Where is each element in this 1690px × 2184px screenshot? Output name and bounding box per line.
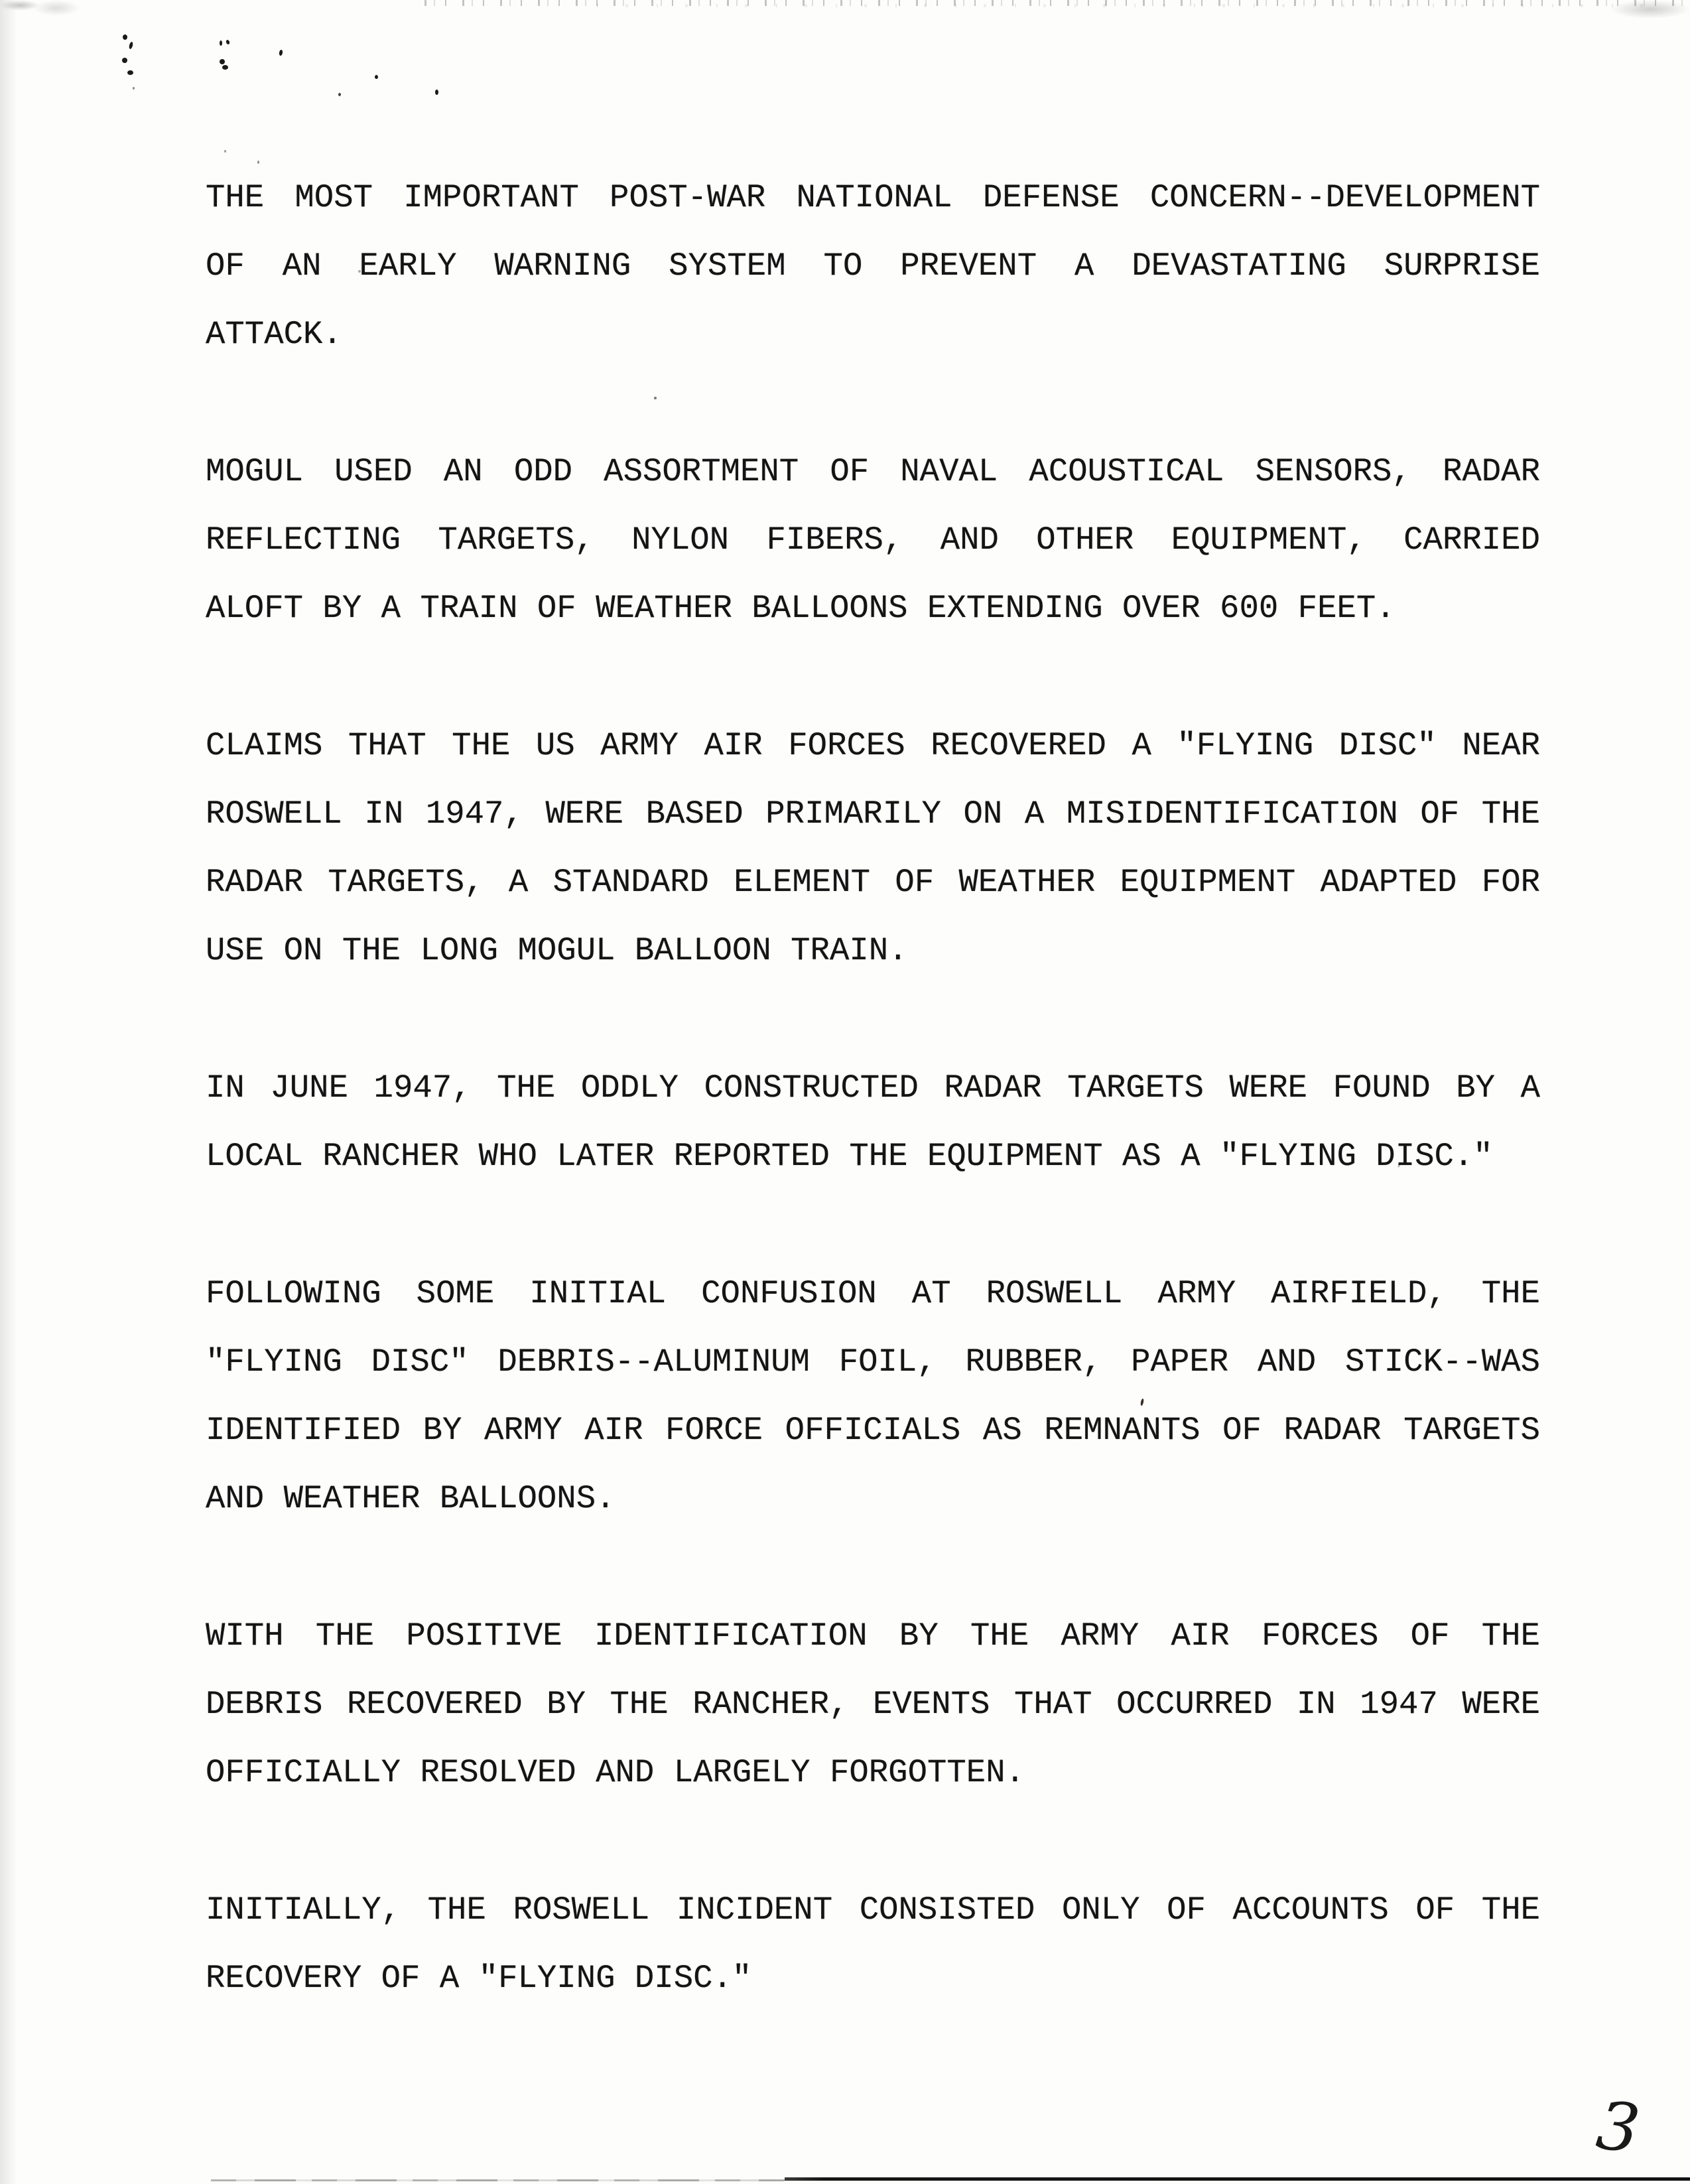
scan-speck [224, 150, 226, 153]
text-line: AND WEATHER BALLOONS. [206, 1480, 616, 1517]
scan-speck [123, 34, 127, 40]
document-text [206, 164, 1540, 2082]
paragraph [206, 1260, 1540, 1533]
text-line: REFLECTING TARGETS, NYLON FIBERS, AND OTHER EQUIPMENT, CARRIED [206, 521, 1540, 559]
scan-speck [279, 50, 283, 56]
scan-edge-line [785, 2177, 1690, 2181]
paragraph [206, 1876, 1540, 2013]
text-line: CLAIMS THAT THE US ARMY AIR FORCES RECOVERED A "FLYING DISC" NEAR [206, 727, 1540, 764]
paragraph [206, 438, 1540, 643]
text-line: USE ON THE LONG MOGUL BALLOON TRAIN. [206, 932, 908, 969]
text-line: INITIALLY, THE ROSWELL INCIDENT CONSISTED ONLY OF ACCOUNTS OF THE [206, 1891, 1540, 1929]
scan-speck [226, 39, 230, 44]
scan-speck [435, 90, 438, 95]
text-line: DEBRIS RECOVERED BY THE RANCHER, EVENTS THAT OCCURRED IN 1947 WERE [206, 1686, 1540, 1723]
scan-edge-line [211, 2179, 785, 2181]
scan-speck [122, 58, 127, 63]
scan-speck [220, 59, 225, 64]
text-line: RECOVERY OF A "FLYING DISC." [206, 1960, 752, 1997]
scan-edge-shade [0, 0, 17, 2184]
scan-smudge [1577, 0, 1690, 30]
paragraph [206, 164, 1540, 369]
scan-speck [220, 40, 222, 46]
text-line: OF AN EARLY WARNING SYSTEM TO PREVENT A DEVASTATING SURPRISE [206, 247, 1540, 285]
text-line: RADAR TARGETS, A STANDARD ELEMENT OF WEATHER EQUIPMENT ADAPTED FOR [206, 864, 1540, 901]
text-line: "FLYING DISC" DEBRIS--ALUMINUM FOIL, RUBBER, PAPER AND STICK--WAS [206, 1343, 1540, 1381]
scan-speck [338, 93, 341, 96]
scan-smudge [0, 0, 80, 20]
scan-speck [222, 65, 228, 70]
scan-speck [129, 42, 134, 50]
text-line: ROSWELL IN 1947, WERE BASED PRIMARILY ON A MISIDENTIFICATION OF THE [206, 795, 1540, 833]
text-line: MOGUL USED AN ODD ASSORTMENT OF NAVAL ACOUSTICAL SENSORS, RADAR [206, 453, 1540, 490]
text-line: OFFICIALLY RESOLVED AND LARGELY FORGOTTEN. [206, 1754, 1025, 1791]
scan-speck [133, 87, 135, 90]
text-line: IN JUNE 1947, THE ODDLY CONSTRUCTED RADAR TARGETS WERE FOUND BY A [206, 1069, 1540, 1107]
scan-noise-band [597, 4, 1658, 7]
scan-speck [127, 70, 133, 75]
text-line: ALOFT BY A TRAIN OF WEATHER BALLOONS EXTENDING OVER 600 FEET. [206, 590, 1396, 627]
scan-speck [375, 75, 378, 79]
text-line: WITH THE POSITIVE IDENTIFICATION BY THE ARMY AIR FORCES OF THE [206, 1617, 1540, 1655]
text-line: FOLLOWING SOME INITIAL CONFUSION AT ROSWELL ARMY AIRFIELD, THE [206, 1275, 1540, 1312]
paragraph [206, 1602, 1540, 1807]
page-number: 3 [1592, 2086, 1644, 2169]
text-line: LOCAL RANCHER WHO LATER REPORTED THE EQUIPMENT AS A "FLYING DISC." [206, 1138, 1493, 1175]
paragraph [206, 1054, 1540, 1191]
text-line: THE MOST IMPORTANT POST-WAR NATIONAL DEFENSE CONCERN--DEVELOPMENT [206, 179, 1540, 216]
text-line: IDENTIFIED BY ARMY AIR FORCE OFFICIALS AS REMNANTS OF RADAR TARGETS [206, 1412, 1540, 1449]
text-line: ATTACK. [206, 316, 342, 353]
paragraph [206, 712, 1540, 985]
